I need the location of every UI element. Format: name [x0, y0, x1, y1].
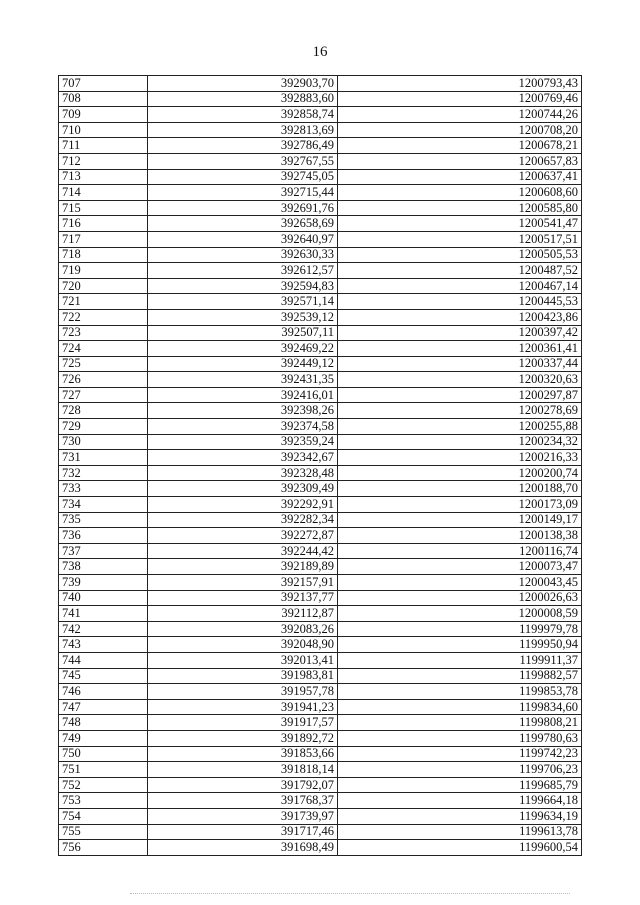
table-row: [59, 278, 582, 294]
y-coordinate-cell: 1200487,52: [338, 263, 582, 279]
x-coordinate-cell: 391917,57: [148, 715, 338, 731]
y-coordinate-cell: 1200116,74: [338, 543, 582, 559]
table-row: [59, 606, 582, 622]
x-coordinate-cell: 391957,78: [148, 684, 338, 700]
y-coordinate-cell: 1200467,14: [338, 278, 582, 294]
y-coordinate-cell: 1200541,47: [338, 216, 582, 232]
y-coordinate-cell: 1200337,44: [338, 356, 582, 372]
table-row: [59, 590, 582, 606]
table-row: [59, 497, 582, 513]
x-coordinate-cell: 392328,48: [148, 465, 338, 481]
y-coordinate-cell: 1199706,23: [338, 762, 582, 778]
table-row: [59, 762, 582, 778]
point-number-cell: 708: [59, 91, 148, 107]
point-number-cell: 742: [59, 621, 148, 637]
coordinates-table: [58, 75, 582, 856]
y-coordinate-cell: 1199600,54: [338, 840, 582, 856]
point-number-cell: 743: [59, 637, 148, 653]
y-coordinate-cell: 1200320,63: [338, 372, 582, 388]
point-number-cell: 707: [59, 76, 148, 92]
y-coordinate-cell: 1200008,59: [338, 606, 582, 622]
y-coordinate-cell: 1200744,26: [338, 107, 582, 123]
x-coordinate-cell: 392507,11: [148, 325, 338, 341]
table-row: [59, 200, 582, 216]
point-number-cell: 723: [59, 325, 148, 341]
table-row: [59, 699, 582, 715]
point-number-cell: 744: [59, 652, 148, 668]
y-coordinate-cell: 1200173,09: [338, 497, 582, 513]
y-coordinate-cell: 1200608,60: [338, 185, 582, 201]
x-coordinate-cell: 392571,14: [148, 294, 338, 310]
y-coordinate-cell: 1200149,17: [338, 512, 582, 528]
table-row: [59, 138, 582, 154]
point-number-cell: 732: [59, 465, 148, 481]
point-number-cell: 709: [59, 107, 148, 123]
table-row: [59, 341, 582, 357]
y-coordinate-cell: 1200216,33: [338, 450, 582, 466]
table-row: [59, 153, 582, 169]
point-number-cell: 719: [59, 263, 148, 279]
x-coordinate-cell: 391892,72: [148, 730, 338, 746]
y-coordinate-cell: 1199613,78: [338, 824, 582, 840]
y-coordinate-cell: 1200769,46: [338, 91, 582, 107]
table-row: [59, 247, 582, 263]
table-row: [59, 481, 582, 497]
page-number: 16: [312, 44, 328, 60]
table-row: [59, 793, 582, 809]
table-row: [59, 185, 582, 201]
y-coordinate-cell: 1200043,45: [338, 575, 582, 591]
x-coordinate-cell: 392083,26: [148, 621, 338, 637]
point-number-cell: 725: [59, 356, 148, 372]
coordinates-table-body: [59, 76, 582, 856]
table-row: [59, 122, 582, 138]
y-coordinate-cell: 1200073,47: [338, 559, 582, 575]
x-coordinate-cell: 392048,90: [148, 637, 338, 653]
table-row: [59, 746, 582, 762]
table-row: [59, 543, 582, 559]
y-coordinate-cell: 1199853,78: [338, 684, 582, 700]
x-coordinate-cell: 392157,91: [148, 575, 338, 591]
point-number-cell: 747: [59, 699, 148, 715]
y-coordinate-cell: 1200423,86: [338, 309, 582, 325]
y-coordinate-cell: 1199664,18: [338, 793, 582, 809]
table-row: [59, 356, 582, 372]
y-coordinate-cell: 1200708,20: [338, 122, 582, 138]
y-coordinate-cell: 1200637,41: [338, 169, 582, 185]
y-coordinate-cell: 1200188,70: [338, 481, 582, 497]
table-row: [59, 450, 582, 466]
point-number-cell: 729: [59, 419, 148, 435]
point-number-cell: 710: [59, 122, 148, 138]
y-coordinate-cell: 1200678,21: [338, 138, 582, 154]
x-coordinate-cell: 392292,91: [148, 497, 338, 513]
x-coordinate-cell: 392745,05: [148, 169, 338, 185]
table-row: [59, 465, 582, 481]
table-row: [59, 512, 582, 528]
table-row: [59, 684, 582, 700]
y-coordinate-cell: 1200026,63: [338, 590, 582, 606]
x-coordinate-cell: 392309,49: [148, 481, 338, 497]
point-number-cell: 731: [59, 450, 148, 466]
point-number-cell: 728: [59, 403, 148, 419]
point-number-cell: 711: [59, 138, 148, 154]
point-number-cell: 722: [59, 309, 148, 325]
table-row: [59, 309, 582, 325]
y-coordinate-cell: 1200278,69: [338, 403, 582, 419]
x-coordinate-cell: 392903,70: [148, 76, 338, 92]
point-number-cell: 733: [59, 481, 148, 497]
point-number-cell: 748: [59, 715, 148, 731]
x-coordinate-cell: 392282,34: [148, 512, 338, 528]
point-number-cell: 730: [59, 434, 148, 450]
y-coordinate-cell: 1199685,79: [338, 777, 582, 793]
point-number-cell: 736: [59, 528, 148, 544]
x-coordinate-cell: 391768,37: [148, 793, 338, 809]
y-coordinate-cell: 1199742,23: [338, 746, 582, 762]
point-number-cell: 735: [59, 512, 148, 528]
x-coordinate-cell: 392858,74: [148, 107, 338, 123]
point-number-cell: 745: [59, 668, 148, 684]
y-coordinate-cell: 1200793,43: [338, 76, 582, 92]
point-number-cell: 746: [59, 684, 148, 700]
y-coordinate-cell: 1199882,57: [338, 668, 582, 684]
point-number-cell: 718: [59, 247, 148, 263]
table-row: [59, 637, 582, 653]
y-coordinate-cell: 1199979,78: [338, 621, 582, 637]
y-coordinate-cell: 1200297,87: [338, 387, 582, 403]
table-row: [59, 668, 582, 684]
table-row: [59, 91, 582, 107]
table-row: [59, 575, 582, 591]
point-number-cell: 739: [59, 575, 148, 591]
y-coordinate-cell: 1199911,37: [338, 652, 582, 668]
x-coordinate-cell: 392658,69: [148, 216, 338, 232]
x-coordinate-cell: 392813,69: [148, 122, 338, 138]
y-coordinate-cell: 1200585,80: [338, 200, 582, 216]
point-number-cell: 752: [59, 777, 148, 793]
point-number-cell: 753: [59, 793, 148, 809]
table-row: [59, 777, 582, 793]
x-coordinate-cell: 392342,67: [148, 450, 338, 466]
table-row: [59, 824, 582, 840]
x-coordinate-cell: 392786,49: [148, 138, 338, 154]
x-coordinate-cell: 392244,42: [148, 543, 338, 559]
x-coordinate-cell: 392883,60: [148, 91, 338, 107]
point-number-cell: 712: [59, 153, 148, 169]
y-coordinate-cell: 1200505,53: [338, 247, 582, 263]
y-coordinate-cell: 1199950,94: [338, 637, 582, 653]
table-row: [59, 715, 582, 731]
point-number-cell: 721: [59, 294, 148, 310]
point-number-cell: 716: [59, 216, 148, 232]
x-coordinate-cell: 391698,49: [148, 840, 338, 856]
x-coordinate-cell: 391792,07: [148, 777, 338, 793]
x-coordinate-cell: 392013,41: [148, 652, 338, 668]
y-coordinate-cell: 1200657,83: [338, 153, 582, 169]
table-row: [59, 403, 582, 419]
x-coordinate-cell: 392449,12: [148, 356, 338, 372]
table-row: [59, 559, 582, 575]
point-number-cell: 749: [59, 730, 148, 746]
table-row: [59, 621, 582, 637]
point-number-cell: 727: [59, 387, 148, 403]
point-number-cell: 714: [59, 185, 148, 201]
x-coordinate-cell: 391739,97: [148, 808, 338, 824]
x-coordinate-cell: 392767,55: [148, 153, 338, 169]
table-row: [59, 808, 582, 824]
table-row: [59, 387, 582, 403]
x-coordinate-cell: 392469,22: [148, 341, 338, 357]
point-number-cell: 734: [59, 497, 148, 513]
point-number-cell: 720: [59, 278, 148, 294]
x-coordinate-cell: 392715,44: [148, 185, 338, 201]
table-row: [59, 528, 582, 544]
x-coordinate-cell: 392640,97: [148, 231, 338, 247]
table-row: [59, 325, 582, 341]
point-number-cell: 740: [59, 590, 148, 606]
table-row: [59, 419, 582, 435]
table-row: [59, 372, 582, 388]
x-coordinate-cell: 392416,01: [148, 387, 338, 403]
point-number-cell: 715: [59, 200, 148, 216]
table-row: [59, 434, 582, 450]
y-coordinate-cell: 1200255,88: [338, 419, 582, 435]
point-number-cell: 737: [59, 543, 148, 559]
point-number-cell: 713: [59, 169, 148, 185]
point-number-cell: 717: [59, 231, 148, 247]
scan-artifact-line: [130, 893, 570, 895]
x-coordinate-cell: 392374,58: [148, 419, 338, 435]
y-coordinate-cell: 1199808,21: [338, 715, 582, 731]
x-coordinate-cell: 392112,87: [148, 606, 338, 622]
table-row: [59, 169, 582, 185]
point-number-cell: 741: [59, 606, 148, 622]
point-number-cell: 756: [59, 840, 148, 856]
y-coordinate-cell: 1200397,42: [338, 325, 582, 341]
x-coordinate-cell: 392272,87: [148, 528, 338, 544]
point-number-cell: 755: [59, 824, 148, 840]
y-coordinate-cell: 1200517,51: [338, 231, 582, 247]
y-coordinate-cell: 1200234,32: [338, 434, 582, 450]
table-row: [59, 76, 582, 92]
table-row: [59, 652, 582, 668]
table-row: [59, 216, 582, 232]
x-coordinate-cell: 392539,12: [148, 309, 338, 325]
y-coordinate-cell: 1200445,53: [338, 294, 582, 310]
point-number-cell: 751: [59, 762, 148, 778]
x-coordinate-cell: 392359,24: [148, 434, 338, 450]
x-coordinate-cell: 392431,35: [148, 372, 338, 388]
x-coordinate-cell: 392594,83: [148, 278, 338, 294]
x-coordinate-cell: 392612,57: [148, 263, 338, 279]
y-coordinate-cell: 1199834,60: [338, 699, 582, 715]
table-row: [59, 840, 582, 856]
x-coordinate-cell: 391983,81: [148, 668, 338, 684]
table-row: [59, 263, 582, 279]
x-coordinate-cell: 391941,23: [148, 699, 338, 715]
table-row: [59, 231, 582, 247]
x-coordinate-cell: 392398,26: [148, 403, 338, 419]
x-coordinate-cell: 392691,76: [148, 200, 338, 216]
table-row: [59, 730, 582, 746]
table-row: [59, 294, 582, 310]
y-coordinate-cell: 1199634,19: [338, 808, 582, 824]
y-coordinate-cell: 1200138,38: [338, 528, 582, 544]
point-number-cell: 738: [59, 559, 148, 575]
x-coordinate-cell: 391818,14: [148, 762, 338, 778]
x-coordinate-cell: 392137,77: [148, 590, 338, 606]
y-coordinate-cell: 1200361,41: [338, 341, 582, 357]
y-coordinate-cell: 1200200,74: [338, 465, 582, 481]
x-coordinate-cell: 392189,89: [148, 559, 338, 575]
x-coordinate-cell: 391853,66: [148, 746, 338, 762]
point-number-cell: 724: [59, 341, 148, 357]
x-coordinate-cell: 392630,33: [148, 247, 338, 263]
point-number-cell: 726: [59, 372, 148, 388]
point-number-cell: 750: [59, 746, 148, 762]
x-coordinate-cell: 391717,46: [148, 824, 338, 840]
y-coordinate-cell: 1199780,63: [338, 730, 582, 746]
point-number-cell: 754: [59, 808, 148, 824]
table-row: [59, 107, 582, 123]
